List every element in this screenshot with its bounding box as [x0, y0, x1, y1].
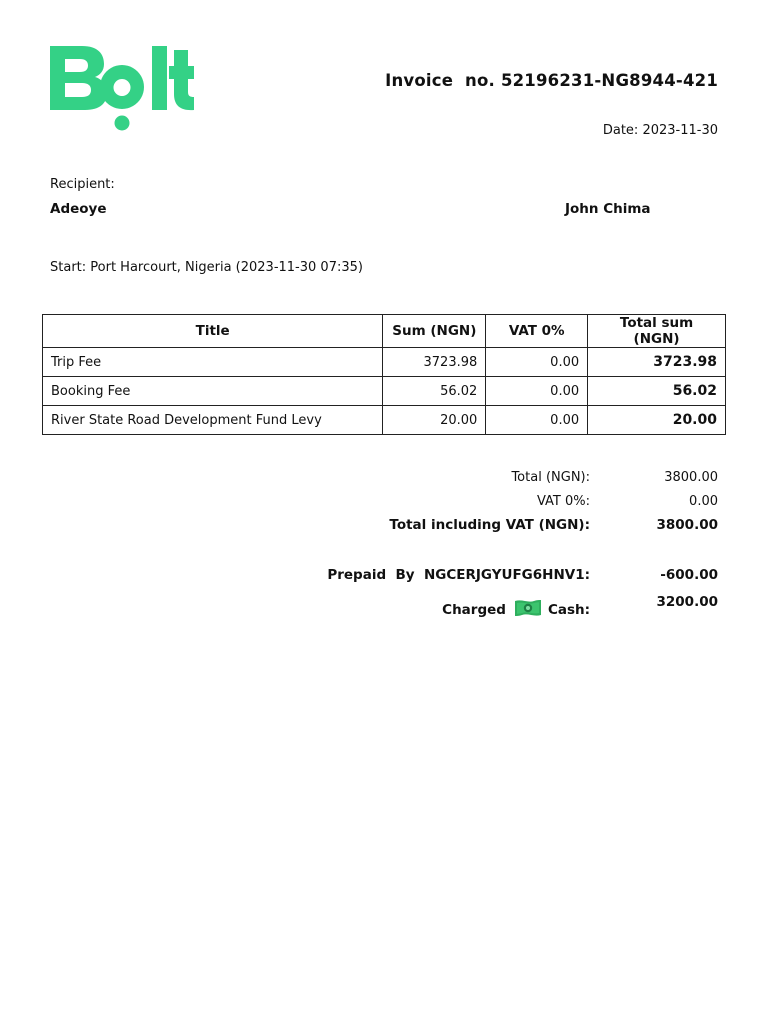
cash-label: Cash:: [547, 602, 590, 618]
charged-label-group: [442, 598, 590, 618]
recipient-label: Recipient:: [50, 177, 115, 192]
item-sum: 3723.98: [383, 348, 486, 377]
vat-value: 0.00: [689, 494, 718, 509]
trip-start: Start: Port Harcourt, Nigeria (2023-11-30 07:35): [50, 260, 363, 275]
item-vat: 0.00: [486, 406, 588, 435]
bolt-logo: [48, 40, 194, 132]
total-vat-value: 3800.00: [656, 517, 718, 533]
table-row: [43, 406, 726, 435]
prepaid-label: Prepaid By NGCERJGYUFG6HNV1:: [327, 567, 590, 583]
driver-name: John Chima: [565, 201, 651, 217]
item-title: Trip Fee: [43, 348, 383, 377]
invoice-prefix: Invoice no.: [385, 71, 495, 90]
item-title: River State Road Development Fund Levy: [43, 406, 383, 435]
header-title: Title: [43, 315, 383, 348]
invoice-items-table: [42, 314, 726, 435]
item-vat: 0.00: [486, 348, 588, 377]
item-sum: 20.00: [383, 406, 486, 435]
item-title: Booking Fee: [43, 377, 383, 406]
table-row: [43, 348, 726, 377]
charged-label: Charged: [442, 602, 506, 618]
item-total: 56.02: [588, 377, 726, 406]
invoice-number: 52196231-NG8944-421: [500, 71, 718, 90]
header-vat: VAT 0%: [486, 315, 588, 348]
item-sum: 56.02: [383, 377, 486, 406]
table-header-row: [43, 315, 726, 348]
cash-icon: [514, 598, 542, 618]
recipient-name: Adeoye: [50, 201, 107, 217]
total-label: Total (NGN):: [511, 470, 590, 485]
prepaid-value: -600.00: [660, 567, 718, 583]
vat-label: VAT 0%:: [536, 494, 590, 509]
header-total: Total sum (NGN): [588, 315, 726, 348]
item-vat: 0.00: [486, 377, 588, 406]
total-vat-label: Total including VAT (NGN):: [389, 517, 590, 533]
item-total: 20.00: [588, 406, 726, 435]
table-row: [43, 377, 726, 406]
total-value: 3800.00: [664, 470, 718, 485]
charged-value: 3200.00: [656, 594, 718, 610]
header-sum: Sum (NGN): [383, 315, 486, 348]
invoice-title: [385, 71, 718, 90]
date-value: 2023-11-30: [642, 123, 718, 138]
item-total: 3723.98: [588, 348, 726, 377]
date-label: Date:: [602, 123, 639, 138]
invoice-date: [603, 123, 718, 138]
